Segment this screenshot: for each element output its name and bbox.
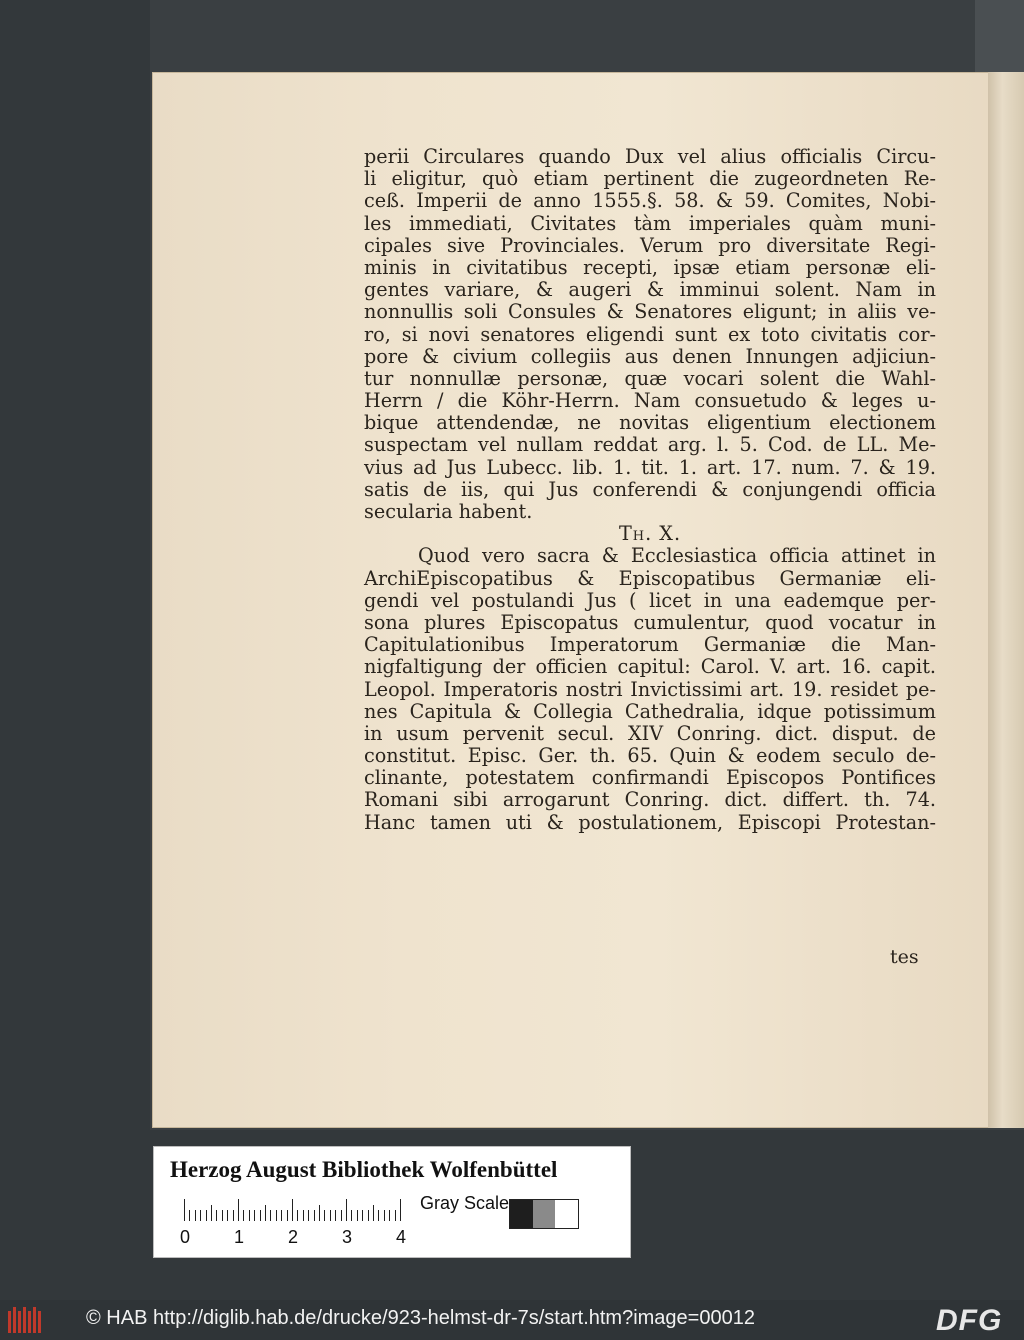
text-line: nigfaltigung der officien capitul: Carol. V. art. 16. capit.: [364, 655, 936, 679]
text-line: ArchiEpiscopatibus & Episcopatibus Germaniæ eli-: [364, 566, 936, 590]
ruler-tick: [211, 1205, 212, 1221]
text-line: Herrn / die Köhr-Herrn. Nam consuetudo & leges u-: [364, 389, 936, 413]
text-line: suspectam vel nullam reddat arg. l. 5. Cod. de LL. Me-: [364, 433, 936, 457]
ruler-tick: [378, 1210, 379, 1221]
text-line: perii Circulares quando Dux vel alius officialis Circu-: [364, 145, 936, 168]
ruler-tick: [368, 1210, 369, 1221]
ruler-label: 2: [288, 1227, 299, 1247]
ruler-tick: [189, 1210, 190, 1221]
text-line: satis de iis, qui Jus conferendi & conjungendi officia: [364, 477, 936, 501]
gray-scale-swatches: [509, 1199, 579, 1229]
text-line: ro, si novi senatores eligendi sunt ex toto civitatis cor-: [364, 322, 936, 346]
text-line: in usum pervenit secul. XIV Conring. dict. disput. de: [364, 721, 936, 745]
ruler-tick: [249, 1210, 250, 1221]
ruler-tick: [260, 1210, 261, 1221]
text-line: ceß. Imperii de anno 1555.§. 58. & 59. Comites, Nobi-: [364, 189, 936, 213]
text-line: Capitulationibus Imperatorum Germaniæ die Man-: [364, 633, 936, 657]
text-line: Hanc tamen uti & postulationem, Episcopi Protestan-: [364, 810, 936, 834]
ruler-tick: [324, 1210, 325, 1221]
catchword: tes: [890, 946, 919, 968]
ruler-tick: [357, 1210, 358, 1221]
text-line: constitut. Episc. Ger. th. 65. Quin & eodem seculo de-: [364, 744, 936, 768]
copyright-link[interactable]: © HAB http://diglib.hab.de/drucke/923-helmst-dr-7s/start.htm?image=00012: [86, 1307, 755, 1329]
scan-shadow: [975, 0, 1024, 72]
ruler-tick: [265, 1205, 266, 1221]
text-line: nonnullis soli Consules & Senatores eligunt; in aliis ve-: [364, 300, 936, 324]
ruler-tick: [216, 1210, 217, 1221]
color-reference-card: [153, 1146, 631, 1258]
ruler-tick: [373, 1205, 374, 1221]
swatch-mid: [533, 1200, 556, 1228]
ruler-tick: [243, 1210, 244, 1221]
text-line: li eligitur, quò etiam pertinent die zugeordneten Re-: [364, 167, 936, 191]
library-title: Herzog August Bibliothek Wolfenbüttel: [170, 1157, 558, 1182]
ruler-tick: [319, 1205, 320, 1221]
ruler-tick: [308, 1210, 309, 1221]
page-text: [364, 146, 936, 834]
ruler-tick: [330, 1210, 331, 1221]
dfg-logo: DFG: [936, 1304, 1003, 1337]
swatch-dark: [510, 1200, 533, 1228]
ruler-tick: [341, 1210, 342, 1221]
hab-logo-icon: [8, 1307, 48, 1333]
swatch-light: [555, 1200, 578, 1228]
ruler-tick: [297, 1210, 298, 1221]
ruler-tick: [314, 1210, 315, 1221]
ruler-label: 1: [234, 1227, 245, 1247]
text-line: Quod vero sacra & Ecclesiastica officia attinet in: [418, 544, 936, 568]
text-line: clinante, potestatem confirmandi Episcopos Pontifices: [364, 766, 936, 790]
text-line: gentes variare, & augeri & imminui solent. Nam in: [364, 278, 936, 302]
ruler-tick: [270, 1210, 271, 1221]
text-line: cipales sive Provinciales. Verum pro diversitate Regi-: [364, 233, 936, 257]
ruler-tick: [233, 1210, 234, 1221]
text-line: pore & civium collegiis aus denen Innungen adjiciun-: [364, 344, 936, 368]
ruler-tick: [281, 1210, 282, 1221]
text-line: tur nonnullæ personæ, quæ vocari solent die Wahl-: [364, 366, 936, 390]
ruler-tick: [227, 1210, 228, 1221]
ruler-tick: [292, 1199, 293, 1221]
ruler-label: 3: [342, 1227, 353, 1247]
ruler-tick: [195, 1210, 196, 1221]
text-line: gendi vel postulandi Jus ( licet in una eademque per-: [364, 588, 936, 612]
ruler-tick: [303, 1210, 304, 1221]
ruler-tick: [389, 1210, 390, 1221]
ruler-tick: [335, 1210, 336, 1221]
text-line: secularia habent.: [364, 500, 533, 523]
ruler-tick: [222, 1210, 223, 1221]
ruler-tick: [206, 1210, 207, 1221]
ruler-tick: [287, 1210, 288, 1221]
text-line: les immediati, Civitates tàm imperiales quàm muni-: [364, 211, 936, 235]
text-line: minis in civitatibus recepti, ipsæ etiam personæ eli-: [364, 255, 936, 279]
section-heading: Th. X.: [618, 522, 682, 546]
ruler-label: 0: [180, 1227, 191, 1247]
footer-bar: [0, 1300, 1024, 1340]
page-edge: [988, 72, 1024, 1128]
ruler-tick: [254, 1210, 255, 1221]
ruler-tick: [384, 1210, 385, 1221]
ruler-tick: [395, 1210, 396, 1221]
text-line: vius ad Jus Lubecc. lib. 1. tit. 1. art. 17. num. 7. & 19.: [364, 455, 936, 479]
text-line: nes Capitula & Collegia Cathedralia, idque potissimum: [364, 699, 936, 723]
ruler-label: 4: [396, 1227, 407, 1247]
ruler-tick: [184, 1199, 185, 1221]
ruler-tick: [276, 1210, 277, 1221]
ruler-labels: [176, 1227, 426, 1251]
ruler-tick: [400, 1199, 401, 1221]
ruler-tick: [346, 1199, 347, 1221]
text-line: Leopol. Imperatoris nostri Invictissimi art. 19. residet pe-: [364, 677, 936, 701]
ruler-tick: [362, 1210, 363, 1221]
text-line: Romani sibi arrogarunt Conring. dict. differt. th. 74.: [364, 788, 936, 812]
text-line: sona plures Episcopatus cumulentur, quod vocatur in: [364, 610, 936, 634]
ruler-scale: [184, 1199, 410, 1221]
ruler-tick: [238, 1199, 239, 1221]
text-line: bique attendendæ, ne novitas eligentium electionem: [364, 411, 936, 435]
ruler-tick: [200, 1210, 201, 1221]
ruler-tick: [351, 1210, 352, 1221]
gray-scale-label: Gray Scale: [420, 1193, 510, 1213]
